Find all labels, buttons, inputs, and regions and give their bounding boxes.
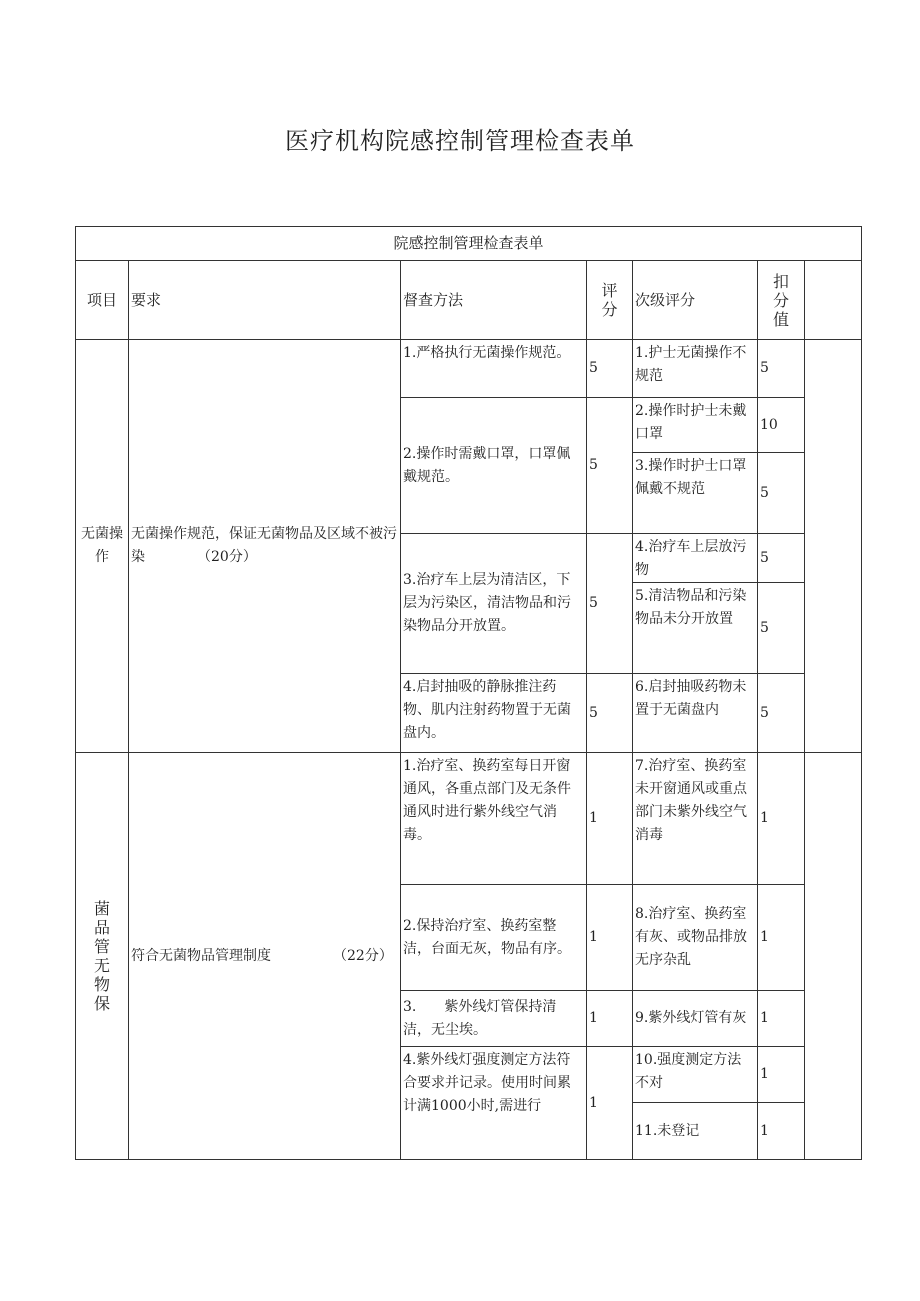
deduct-cell: 1 (758, 1103, 805, 1160)
section2-item (76, 753, 129, 1160)
sub-cell: 7.治疗室、换药室未开窗通风或重点部门未紫外线空气消毒 (633, 753, 758, 885)
sub-cell: 10.强度测定方法不对 (633, 1047, 758, 1103)
header-deduct (758, 261, 805, 340)
sub-cell: 9.紫外线灯管有灰 (633, 991, 758, 1047)
score-cell: 1 (587, 1047, 633, 1160)
header-item: 项目 (76, 261, 129, 340)
sub-cell: 6.启封抽吸药物未置于无菌盘内 (633, 674, 758, 753)
method-cell: 3. 紫外线灯管保持清洁，无尘埃。 (401, 991, 587, 1047)
header-sub-score: 次级评分 (633, 261, 758, 340)
deduct-cell: 5 (758, 534, 805, 583)
deduct-cell: 1 (758, 991, 805, 1047)
deduct-cell: 1 (758, 885, 805, 991)
section1-requirement (129, 340, 401, 753)
section2-item-text: 菌品管无物保 (94, 899, 111, 1013)
inspection-table (75, 226, 862, 1160)
deduct-cell: 5 (758, 340, 805, 398)
method-cell: 4.启封抽吸的静脉推注药物、肌内注射药物置于无菌盘内。 (401, 674, 587, 753)
section1-requirement-points: （20分） (197, 549, 257, 565)
score-cell: 5 (587, 674, 633, 753)
header-method: 督查方法 (401, 261, 587, 340)
score-cell: 5 (587, 534, 633, 674)
page-title: 医疗机构院感控制管理检查表单 (285, 127, 635, 155)
sub-cell: 11.未登记 (633, 1103, 758, 1160)
section1-requirement-text: 无菌操作规范，保证无菌物品及区域不被污染 (131, 526, 397, 565)
deduct-cell: 1 (758, 1047, 805, 1103)
score-cell: 1 (587, 991, 633, 1047)
blank-cell (805, 340, 862, 753)
section2-requirement-text: 符合无菌物品管理制度 (131, 947, 271, 964)
method-cell: 1.治疗室、换药室每日开窗通风，各重点部门及无条件通风时进行紫外线空气消毒。 (401, 753, 587, 885)
method-cell: 2.操作时需戴口罩，口罩佩戴规范。 (401, 398, 587, 534)
header-requirement: 要求 (129, 261, 401, 340)
deduct-cell: 5 (758, 583, 805, 674)
method-cell: 1.严格执行无菌操作规范。 (401, 340, 587, 398)
score-cell: 1 (587, 885, 633, 991)
table-caption: 院感控制管理检查表单 (76, 227, 862, 261)
sub-cell: 3.操作时护士口罩佩戴不规范 (633, 453, 758, 534)
deduct-cell: 5 (758, 674, 805, 753)
header-score (587, 261, 633, 340)
sub-cell: 1.护士无菌操作不规范 (633, 340, 758, 398)
deduct-cell: 5 (758, 453, 805, 534)
method-cell: 4.紫外线灯强度测定方法符合要求并记录。使用时间累计满1000小时,需进行 (401, 1047, 587, 1160)
score-cell: 5 (587, 340, 633, 398)
deduct-cell: 10 (758, 398, 805, 453)
method-cell: 2.保持治疗室、换药室整洁，台面无灰，物品有序。 (401, 885, 587, 991)
score-cell: 5 (587, 398, 633, 534)
table-row (76, 753, 862, 885)
sub-cell: 4.治疗车上层放污物 (633, 534, 758, 583)
header-score-text: 评分 (601, 281, 618, 319)
deduct-cell: 1 (758, 753, 805, 885)
sub-cell: 2.操作时护士未戴口罩 (633, 398, 758, 453)
header-deduct-text: 扣分值 (773, 271, 790, 329)
header-row (76, 261, 862, 340)
score-cell: 1 (587, 753, 633, 885)
sub-cell: 5.清洁物品和污染物品未分开放置 (633, 583, 758, 674)
blank-cell (805, 753, 862, 1160)
table-row (76, 340, 862, 398)
method-cell: 3.治疗车上层为清洁区，下层为污染区，清洁物品和污染物品分开放置。 (401, 534, 587, 674)
section2-requirement (129, 753, 401, 1160)
header-blank (805, 261, 862, 340)
section1-item: 无菌操作 (76, 340, 129, 753)
section2-requirement-points: （22分） (333, 947, 393, 964)
sub-cell: 8.治疗室、换药室有灰、或物品排放无序杂乱 (633, 885, 758, 991)
